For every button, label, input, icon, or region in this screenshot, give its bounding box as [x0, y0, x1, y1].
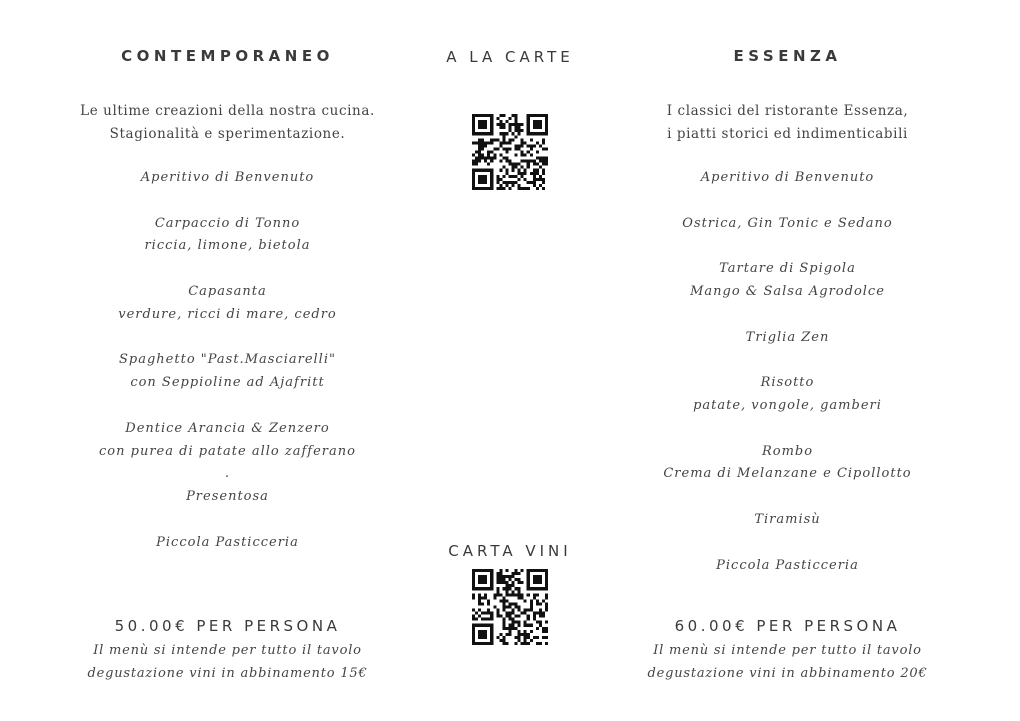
course-item — [60, 213, 395, 259]
intro-line: Le ultime creazioni della nostra cucina. — [80, 103, 375, 119]
course-item — [620, 167, 955, 190]
menu-note — [620, 640, 955, 685]
course-line: Risotto — [760, 375, 815, 391]
course-list — [60, 167, 395, 577]
course-item — [620, 441, 955, 487]
menu-title: CONTEMPORANEO — [121, 47, 334, 65]
qr-code-icon — [472, 114, 548, 190]
qr-column — [420, 0, 600, 721]
course-item — [60, 532, 395, 555]
intro-line: I classici del ristorante Essenza, — [666, 103, 909, 119]
alacarte-title: A LA CARTE — [446, 48, 574, 66]
course-list — [620, 167, 955, 600]
note-line: Il menù si intende per tutto il tavolo — [93, 643, 362, 658]
note-line: degustazione vini in abbinamento 20€ — [647, 665, 928, 681]
course-line: Mango & Salsa Agrodolce — [690, 283, 885, 299]
course-line: Spaghetto "Past.Masciarelli" — [119, 352, 336, 368]
course-line: Capasanta — [188, 283, 267, 299]
wine-qr-code[interactable] — [472, 569, 548, 645]
intro-line: i piatti storici ed indimenticabili — [667, 126, 908, 142]
course-item — [620, 372, 955, 418]
course-line: Ostrica, Gin Tonic e Sedano — [682, 215, 893, 231]
qr-code-icon — [472, 569, 548, 645]
course-line: verdure, ricci di mare, cedro — [118, 306, 337, 322]
menu-note — [60, 640, 395, 685]
course-item — [60, 167, 395, 190]
alacarte-qr-code[interactable] — [472, 114, 548, 190]
menu-price: 60.00€ PER PERSONA — [674, 617, 901, 635]
menu-contemporaneo — [60, 0, 395, 721]
course-item — [60, 418, 395, 509]
course-line: Tiramisù — [754, 511, 821, 527]
note-line: degustazione vini in abbinamento 15€ — [87, 665, 368, 681]
course-item — [620, 213, 955, 236]
course-line: riccia, limone, bietola — [144, 238, 311, 254]
course-item — [60, 281, 395, 327]
menu-intro — [60, 100, 395, 146]
course-line: Rombo — [761, 443, 814, 459]
course-line: Aperitivo di Benvenuto — [700, 170, 875, 185]
course-line: Tartare di Spigola — [719, 261, 856, 277]
course-line: Aperitivo di Benvenuto — [140, 170, 315, 185]
menu-title: ESSENZA — [733, 47, 842, 65]
course-item — [620, 555, 955, 578]
course-line: . — [224, 466, 231, 482]
course-item — [60, 349, 395, 395]
course-line: Triglia Zen — [745, 329, 830, 345]
note-line: Il menù si intende per tutto il tavolo — [653, 643, 922, 658]
course-line: Crema di Melanzane e Cipollotto — [663, 466, 912, 482]
wine-title: CARTA VINI — [448, 542, 572, 560]
course-line: Presentosa — [186, 489, 269, 505]
menu-essenza — [620, 0, 955, 721]
menu-intro — [620, 100, 955, 146]
course-line: patate, vongole, gamberi — [693, 397, 882, 413]
menu-price: 50.00€ PER PERSONA — [114, 617, 341, 635]
intro-line: Stagionalità e sperimentazione. — [109, 126, 346, 142]
course-line: Carpaccio di Tonno — [154, 215, 301, 231]
course-line: con Seppioline ad Ajafritt — [130, 375, 325, 391]
course-line: Dentice Arancia & Zenzero — [125, 420, 330, 436]
course-line: Piccola Pasticceria — [716, 557, 859, 573]
course-item — [620, 327, 955, 350]
course-item — [620, 258, 955, 304]
course-line: con purea di patate allo zafferano — [99, 443, 356, 459]
course-line: Piccola Pasticceria — [156, 534, 299, 550]
course-item — [620, 509, 955, 532]
